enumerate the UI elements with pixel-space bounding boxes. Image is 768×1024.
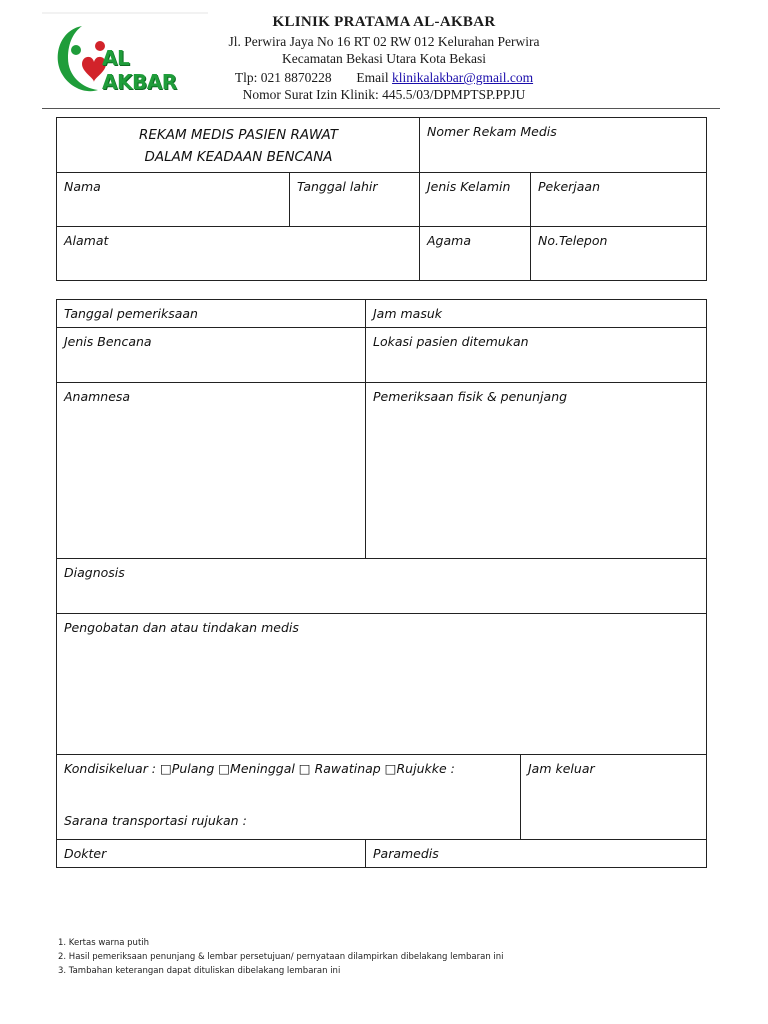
gender-field[interactable]	[419, 172, 531, 227]
found-location-field[interactable]	[365, 327, 707, 383]
diagnosis-field[interactable]	[56, 558, 707, 614]
treatment-field[interactable]	[56, 613, 707, 755]
entry-time-field[interactable]	[365, 299, 707, 328]
exam-date-field[interactable]	[56, 299, 366, 328]
religion-label: Agama	[427, 233, 471, 248]
phone-label: No.Telepon	[538, 233, 608, 248]
address-field[interactable]	[56, 226, 420, 281]
diagnosis-label: Diagnosis	[64, 565, 125, 580]
entry-time-label: Jam masuk	[373, 306, 443, 321]
footnotes	[58, 936, 504, 978]
footnote-item: 2. Hasil pemeriksaan penunjang & lembar persetujuan/ pernyataan dilampirkan dibelakang lembaran ini	[58, 952, 504, 962]
anamnesis-field[interactable]	[56, 382, 366, 559]
discharge-field[interactable]	[56, 754, 521, 840]
transport-label: Sarana transportasi rujukan :	[64, 813, 247, 828]
exit-time-label: Jam keluar	[528, 761, 595, 776]
clinic-name: KLINIK PRATAMA AL-AKBAR	[272, 14, 496, 30]
physical-exam-field[interactable]	[365, 382, 707, 559]
phone-field[interactable]	[530, 226, 707, 281]
physical-exam-label: Pemeriksaan fisik & penunjang	[373, 389, 568, 404]
phone-text: Tlp: 021 8870228	[234, 70, 332, 85]
found-location-label: Lokasi pasien ditemukan	[373, 334, 529, 349]
footnote-item: 1. Kertas warna putih	[58, 938, 150, 948]
exam-date-label: Tanggal pemeriksaan	[64, 306, 198, 321]
address-line-2: Kecamatan Bekasi Utara Kota Bekasi	[282, 51, 486, 66]
paramedic-field[interactable]	[365, 839, 707, 868]
exit-time-field[interactable]	[520, 754, 707, 840]
occupation-field[interactable]	[530, 172, 707, 227]
logo-text: AL AKBAR	[102, 46, 177, 94]
birth-date-label: Tanggal lahir	[297, 179, 378, 194]
address-line-1: Jl. Perwira Jaya No 16 RT 02 RW 012 Kelurahan Perwira	[228, 34, 540, 49]
paramedic-label: Paramedis	[373, 846, 439, 861]
record-number-label: Nomer Rekam Medis	[427, 124, 557, 139]
permit-number: Nomor Surat Izin Klinik: 445.5/03/DPMPTSP.PPJU	[242, 87, 526, 102]
doctor-label: Dokter	[64, 846, 107, 861]
discharge-condition-label: Kondisikeluar : □Pulang □Meninggal □ Rawatinap □Rujukke :	[64, 761, 455, 776]
gender-label: Jenis Kelamin	[427, 179, 511, 194]
name-field[interactable]	[56, 172, 290, 227]
name-label: Nama	[64, 179, 101, 194]
birth-date-field[interactable]	[289, 172, 420, 227]
disaster-type-field[interactable]	[56, 327, 366, 383]
form-title: REKAM MEDIS PASIEN RAWAT DALAM KEADAAN BENCANA	[138, 127, 339, 165]
address-label: Alamat	[64, 233, 109, 248]
email-link[interactable]: klinikalakbar@gmail.com	[392, 70, 534, 85]
footnote-item: 3. Tambahan keterangan dapat dituliskan dibelakang lembaran ini	[58, 966, 341, 976]
treatment-label: Pengobatan dan atau tindakan medis	[64, 620, 299, 635]
occupation-label: Pekerjaan	[538, 179, 601, 194]
doctor-field[interactable]	[56, 839, 366, 868]
email-label: Email	[356, 70, 389, 85]
record-number-field[interactable]	[419, 117, 707, 173]
disaster-type-label: Jenis Bencana	[64, 334, 152, 349]
religion-field[interactable]	[419, 226, 531, 281]
clinic-logo	[42, 12, 208, 108]
header-divider	[42, 108, 720, 109]
form-title-cell	[56, 117, 420, 173]
anamnesis-label: Anamnesa	[64, 389, 131, 404]
contact-line	[200, 70, 568, 86]
